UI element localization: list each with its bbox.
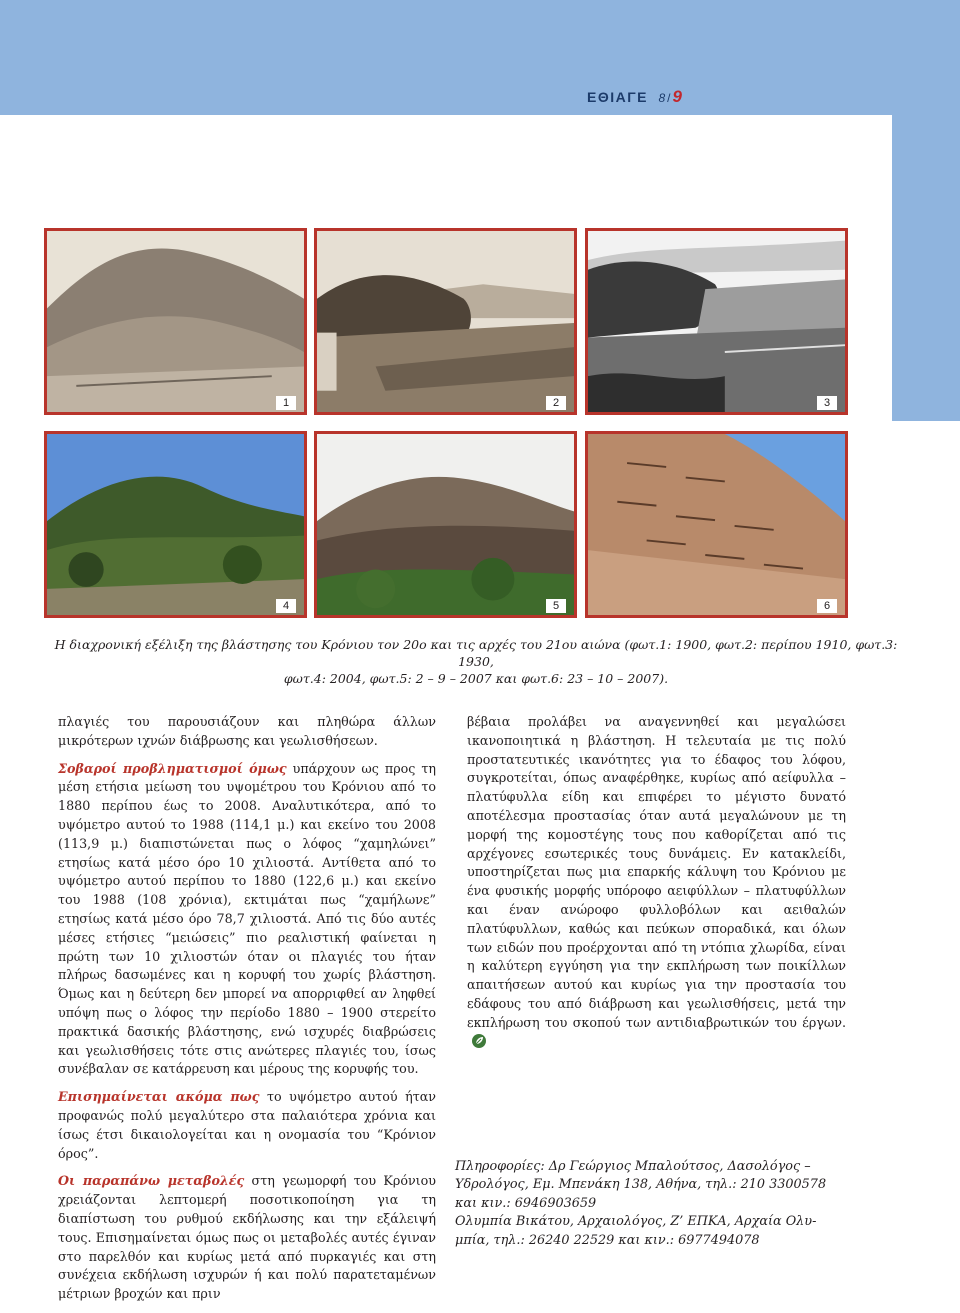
photo-5 — [314, 431, 577, 618]
photo-2-number: 2 — [546, 396, 566, 410]
left-column — [58, 713, 436, 1313]
photo-1 — [44, 228, 307, 415]
header-band — [0, 0, 960, 115]
photo-1-image — [47, 231, 304, 412]
right-column — [467, 713, 846, 1060]
photo-6-image — [588, 434, 845, 615]
left-paragraph-1-body: υπάρχουν ως προς τη μέση ετήσια μείωση του υψομέτρου του Κρόνιου από το 1880 περίπου έως το 2008. Αναλυτικότερα, από το υψόμετρο αυτού το 1988 (114,1 μ.) και εκείνο του 2008 (113,9 μ.) διαπιστώνεται πως ο λόφος “χαμηλώνει” ετησίως κατά μέσο όρο 10 χιλιοστά. Αντίθετα από το υψόμετρο αυτού περίπου το 1880 (122,6 μ.) και εκείνο του 1988 (108 χρόνια), εκτιμάται πως “χαμήλωνε” ετησίως κατά μέσο όρο 78,7 χιλιοστά. Από τις δύο αυτές μέσες ετήσιες “μειώσεις” πιο ρεαλιστική φαίνεται η πρώτη των 10 χιλιοστών όταν οι πλαγιές του ήταν πλήρως δασωμένες και η κορυφή του χωρίς βλάστηση. Όμως και η δεύτερη δεν μπορεί να απορριφθεί αν ληφθεί υπόψη πως ο λόφος την περίοδο 1880 – 1900 στερείτο πρακτικά δασικής βλάστησης, ενώ ισχυρές διαβρώσεις και γεωλισθήσεις τότε στις ανώτερες πλαγιές του, ίσως συνέβαλαν σε κατάρρευση και μέρους της κορυφής του. — [58, 760, 436, 1077]
right-paragraph-1 — [467, 713, 846, 1051]
info-line-2: Υδρολόγος, Εμ. Μπενάκη 138, Αθήνα, τηλ.: 210 3300578 — [455, 1177, 827, 1193]
info-line-1: Πληροφορίες: Δρ Γεώργιος Μπαλούτσος, Δασολόγος – — [455, 1159, 811, 1174]
photo-3 — [585, 228, 848, 415]
page-number-left: 8 — [658, 91, 666, 105]
caption-line-2: φωτ.4: 2004, φωτ.5: 2 – 9 – 2007 και φωτ.6: 23 – 10 – 2007). — [283, 671, 669, 686]
photo-6 — [585, 431, 848, 618]
photo-6-number: 6 — [817, 599, 837, 613]
right-paragraph-1-body: βέβαια προλάβει να αναγεννηθεί και μεγαλώσει ικανοποιητικά η βλάστηση. Η τελευταία με τις πολύ προστατευτικές ικανότητες για το έδαφος του λόφου, συγκροτείται, όπως αναφέρθηκε, κυρίως από αείφυλλα – πλατύφυλλα είδη και επιφέρει το μέγιστο δυνατό αποτέλεσμα προστασίας όταν αυτά μεγαλώνουν με τη μορφή της κομοστέγης τους που καθορίζεται από τις αρχέγονες εσωτερικές τους δυνάμεις. Εν κατακλείδι, υποστηρίζεται πως μια επαρκής κάλυψη του Κρόνιου με ένα φυσικής μορφής υπόροφο αειφύλλων – πλατυφύλλων και έναν ανώροφο φυλλοβόλων και αειθαλών πλατύφυλλων, καθώς και πεύκων σποραδικά, και όλων των ειδών που προέρχονται από τη ντόπια χλωρίδα, είναι η καλύτερη εγγύηση για την εκπλήρωση των ποικίλλων απαιτήσεων αυτού και κυρίως για την προστασία του εδάφους του από διάβρωση και γεωλισθήσεις, μετά την εκπλήρωση του σκοπού των αντιδιαβρωτικών του έργων. — [467, 714, 846, 1030]
left-paragraph-2 — [58, 1088, 436, 1163]
side-band — [892, 115, 960, 421]
left-paragraph-0: πλαγιές του παρουσιάζουν και πληθώρα άλλων μικρότερων ιχνών διάβρωσης και γεωλισθήσεων. — [58, 714, 436, 748]
page-separator: / — [667, 91, 671, 105]
info-line-3: και κιν.: 6946903659 — [455, 1195, 597, 1211]
page-number-right: 9 — [672, 87, 682, 106]
photo-4-number: 4 — [276, 599, 296, 613]
photo-5-image — [317, 434, 574, 615]
left-paragraph-3-body: στη γεωμορφή του Κρόνιου χρειάζονται λεπτομερή ποσοτικοποίηση για τη διαπίστωση του ρυθμού εκδήλωσης και την εξάλειψή τους. Επισημαίνεται όμως πως οι μεταβολές αυτές έγιναν στο παρελθόν και κυρίως μετά από πυρκαγιές και στη συνέχεια εκδήλωση ισχυρών ή και πολύ παρατεταμένων μέτριων βροχών και πριν — [58, 1173, 436, 1302]
left-paragraph-3 — [58, 1172, 436, 1304]
info-line-5: μπία, τηλ.: 26240 22529 και κιν.: 6977494078 — [455, 1232, 760, 1248]
contact-info — [455, 1158, 875, 1250]
photo-2-image — [317, 231, 574, 412]
photo-3-image — [588, 231, 845, 412]
info-line-4: Ολυμπία Βικάτου, Αρχαιολόγος, Ζ’ ΕΠΚΑ, Αρχαία Ολυ- — [455, 1214, 817, 1230]
magazine-name: ΕΘΙΑΓΕ — [587, 89, 648, 105]
photo-5-number: 5 — [546, 599, 566, 613]
left-paragraph-1-lead: Σοβαροί προβληματισμοί όμως — [58, 760, 287, 776]
photo-1-number: 1 — [276, 396, 296, 410]
photo-2 — [314, 228, 577, 415]
leaf-logo-icon — [471, 1033, 487, 1049]
left-paragraph-2-body: το υψόμετρο αυτού ήταν προφανώς πολύ μεγαλύτερο στα παλαιότερα χρόνια και ίσως έτσι δικαιολογείται και η ονομασία του “Κρόνιον όρος”. — [58, 1089, 436, 1161]
left-paragraph-2-lead: Επισημαίνεται ακόμα πως — [58, 1089, 260, 1105]
left-paragraph-1 — [58, 760, 436, 1080]
photo-4 — [44, 431, 307, 618]
photo-caption — [46, 636, 906, 687]
page-header — [587, 87, 682, 111]
left-paragraph-3-lead: Οι παραπάνω μεταβολές — [58, 1173, 245, 1189]
photo-4-image — [47, 434, 304, 615]
caption-line-1: Η διαχρονική εξέλιξη της βλάστησης του Κρόνιου τον 20ο και τις αρχές του 21ου αιώνα (φωτ.1: 1900, φωτ.2: περίπου 1910, φωτ.3: 1930, — [54, 637, 898, 669]
photo-3-number: 3 — [817, 396, 837, 410]
